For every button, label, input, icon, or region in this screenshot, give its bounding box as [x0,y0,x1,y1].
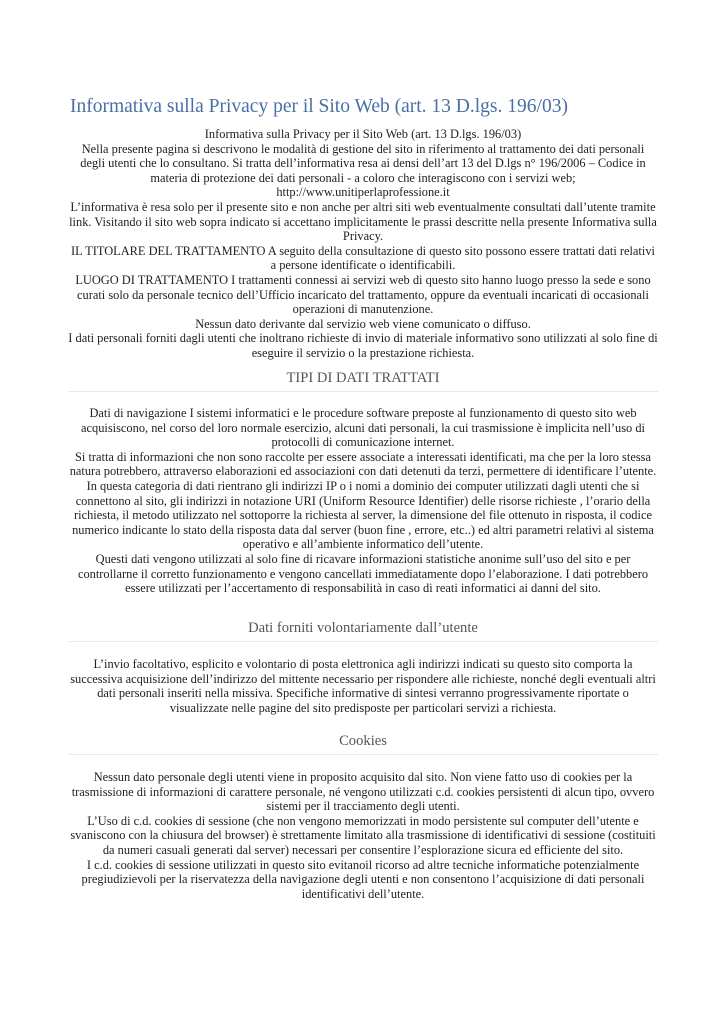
page-title: Informativa sulla Privacy per il Sito Web (art. 13 D.lgs. 196/03) [70,96,568,117]
section-paragraph: Nessun dato personale degli utenti viene in proposito acquisito dal sito. Non viene fatto uso di cookies per la trasmissione di informazioni di carattere personale, né vengono utilizzati c.d. cookies persistenti di alcun tipo, ovvero sistemi per il tracciamento degli utenti. [71,770,655,814]
section-body-tipi-dati [68,406,658,596]
section-body-dati-forniti [68,657,658,715]
intro-block [68,127,658,361]
section-body-cookies [68,770,658,901]
intro-paragraph: Nessun dato derivante dal servizio web viene comunicato o diffuso. [195,316,531,331]
section-heading-tipi-dati: TIPI DI DATI TRATTATI [286,370,440,386]
section-heading-dati-forniti: Dati forniti volontariamente dall’utente [248,620,478,636]
section-heading-cookies: Cookies [339,733,387,749]
section-paragraph: Si tratta di informazioni che non sono raccolte per essere associate a interessati identificati, ma che per la loro stessa natura potrebbero, attraverso elaborazioni ed associazioni con dati detenuti da terzi, permettere di identificare l’utente. [69,449,657,479]
section-paragraph: I c.d. cookies di sessione utilizzati in questo sito evitanoil ricorso ad altre tecniche informatiche potenzialmente pregiudizievoli per la riservatezza della navigazione degli utenti e non consentono l’acquisizione di dati personali identificativi dell’utente. [81,857,645,901]
intro-paragraph: Nella presente pagina si descrivono le modalità di gestione del sito in riferimento al trattamento dei dati personali degli utenti che lo consultano. Si tratta dell’informativa resa ai densi dell’art 13 del D.lgs n° 196/2006 – Codice in materia di protezione dei dati personali - a coloro che interagiscono con i servizi web; http://www.unitiperlaprofessione.it [80,141,646,200]
intro-paragraph: IL TITOLARE DEL TRATTAMENTO A seguito della consultazione di questo sito possono essere trattati dati relativi a persone identificate o identificabili. [71,243,655,273]
section-paragraph: In questa categoria di dati rientrano gli indirizzi IP o i nomi a dominio dei computer utilizzati dagli utenti che si connettono al sito, gli indirizzi in notazione URI (Uniform Resource Identifier) delle risorse richieste , l’orario della richiesta, il metodo utilizzato nel sottoporre la richiesta al server, la dimensione del file ottenuto in risposta, il codice numerico indicante lo stato della risposta data dal server (buon fine , errore, etc..) ed altri parametri relativi al sistema operativo e all’ambiente informatico dell’utente. [72,478,654,552]
section-divider [68,641,658,642]
section-divider [68,754,658,755]
section-paragraph: Questi dati vengono utilizzati al solo fine di ricavare informazioni statistiche anonime sull’uso del sito e per controllarne il corretto funzionamento e vengono cancellati immediatamente dopo l’elaborazione. I dati potrebbero essere utilizzati per l’accertamento di responsabilità in caso di reati informatici ai danni del sito. [77,551,649,596]
intro-paragraph: LUOGO DI TRATTAMENTO I trattamenti connessi ai servizi web di questo sito hanno luogo presso la sede e sono curati solo da personale tecnico dell’Ufficio incaricato del trattamento, oppure da eventuali incaricati di occasionali operazioni di manutenzione. [75,272,651,317]
intro-paragraph: Informativa sulla Privacy per il Sito Web (art. 13 D.lgs. 196/03) [204,127,522,141]
intro-paragraph: I dati personali forniti dagli utenti che inoltrano richieste di invio di materiale informativo sono utilizzati al solo fine di eseguire il servizio o la prestazione richiesta. [68,331,658,360]
section-divider [68,391,658,392]
section-paragraph: L’Uso di c.d. cookies di sessione (che non vengono memorizzati in modo persistente sul computer dell’utente e svaniscono con la chiusura del browser) è strettamente limitato alla trasmissione di identificativi di sessione (costituiti da numeri casuali generati dal server) necessari per consentire l’esplorazione sicura ed efficiente del sito. [70,813,656,857]
intro-paragraph: L’informativa è resa solo per il presente sito e non anche per altri siti web eventualmente consultati dall’utente tramite link. Visitando il sito web sopra indicato si accettano implicitamente le prassi descritte nella presente Informativa sulla Privacy. [69,199,657,244]
section-paragraph: Dati di navigazione I sistemi informatici e le procedure software preposte al funzionamento di questo sito web acquisiscono, nel corso del loro normale esercizio, alcuni dati personali, la cui trasmissione è implicita nell’uso di protocolli di comunicazione internet. [81,406,645,450]
section-paragraph: L’invio facoltativo, esplicito e volontario di posta elettronica agli indirizzi indicati su questo sito comporta la successiva acquisizione dell’indirizzo del mittente necessario per rispondere alle richieste, nonché degli eventuali altri dati personali inseriti nella missiva. Specifiche informative di sintesi verranno progressivamente riportate o visualizzate nelle pagine del sito predisposte per particolari servizi a richiesta. [70,657,656,715]
